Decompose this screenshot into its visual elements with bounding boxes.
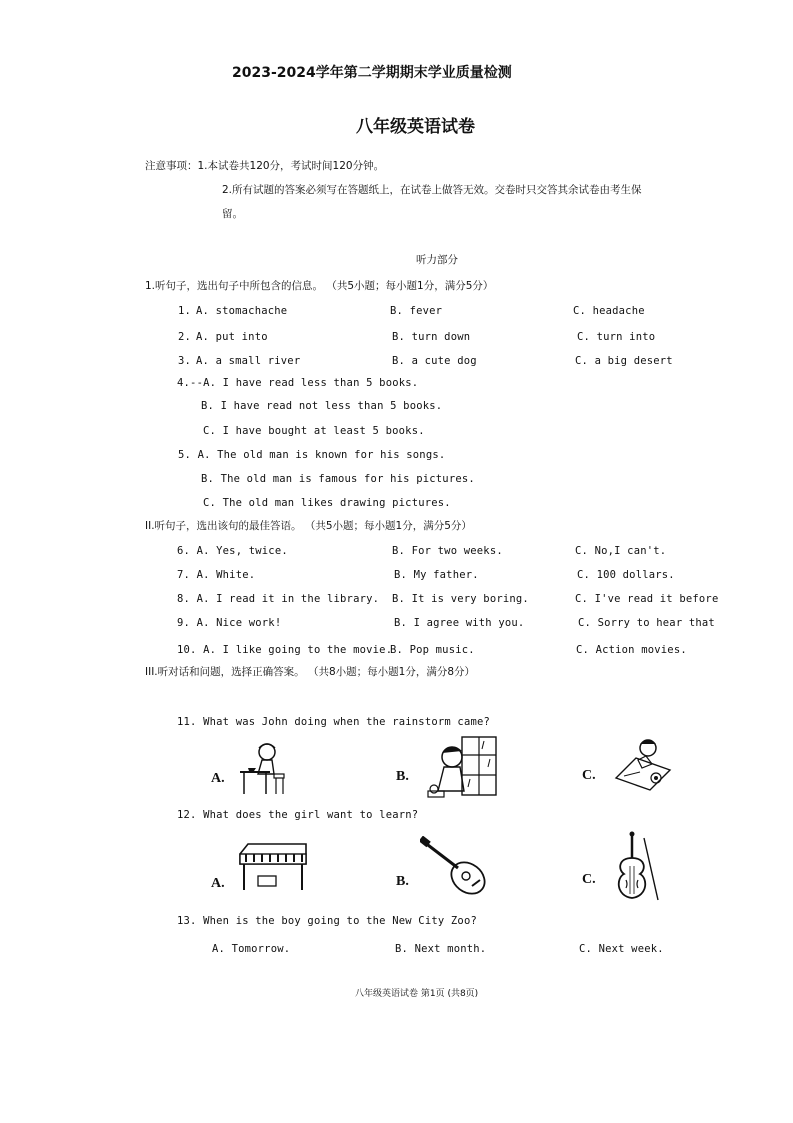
q13-option-c: C. Next week.	[579, 943, 664, 955]
q7-option-b: B. My father.	[394, 569, 479, 581]
exam-subtitle: 八年级英语试卷	[356, 117, 475, 137]
q3-option-b: B. a cute dog	[392, 355, 477, 367]
q3-option-a: A. a small river	[196, 355, 301, 367]
q11-label-c: C.	[582, 768, 596, 783]
q8-option-a: 8. A. I read it in the library.	[177, 593, 380, 605]
q13-question: 13. When is the boy going to the New City Zoo?	[177, 915, 477, 927]
q10-option-c: C. Action movies.	[576, 644, 687, 656]
q1-option-b: B. fever	[390, 305, 443, 317]
q4-option-b: B. I have read not less than 5 books.	[201, 400, 443, 412]
q9-option-a: 9. A. Nice work!	[177, 617, 282, 629]
q10-option-a: 10. A. I like going to the movie.	[177, 644, 393, 656]
violin-picture	[610, 830, 662, 902]
listening-heading: 听力部分	[416, 254, 458, 266]
q8-option-b: B. It is very boring.	[392, 593, 529, 605]
q11-label-a: A.	[211, 771, 225, 786]
q11-question: 11. What was John doing when the rainstorm came?	[177, 716, 491, 728]
q1-num: 1.	[178, 305, 192, 317]
boy-at-window-picture	[424, 735, 498, 799]
q6-option-a: 6. A. Yes, twice.	[177, 545, 288, 557]
q11-label-b: B.	[396, 769, 409, 784]
q7-option-c: C. 100 dollars.	[577, 569, 675, 581]
notes-line-3: 留。	[222, 208, 243, 220]
q1-option-a: A. stomachache	[196, 305, 288, 317]
piano-picture	[236, 840, 308, 892]
q13-option-b: B. Next month.	[395, 943, 487, 955]
q12-question: 12. What does the girl want to learn?	[177, 809, 419, 821]
section-3-heading: III.听对话和问题，选择正确答案。 （共8小题；每小题1分，满分8分）	[145, 666, 476, 678]
q5-option-b: B. The old man is famous for his pictures.	[201, 473, 475, 485]
q2-num: 2.	[178, 331, 192, 343]
q12-label-b: B.	[396, 874, 409, 889]
q13-option-a: A. Tomorrow.	[212, 943, 291, 955]
guitar-picture	[420, 836, 492, 898]
notes-line-1: 注意事项：1.本试卷共120分，考试时间120分钟。	[145, 160, 385, 172]
q3-num: 3.	[178, 355, 192, 367]
q4-option-a: 4.--A. I have read less than 5 books.	[177, 377, 419, 389]
q12-label-c: C.	[582, 872, 596, 887]
boy-studying-at-desk-picture	[230, 738, 292, 796]
section-1-heading: 1.听句子，选出句子中所包含的信息。 （共5小题；每小题1分，满分5分）	[145, 280, 494, 292]
q6-option-b: B. For two weeks.	[392, 545, 503, 557]
q9-option-b: B. I agree with you.	[394, 617, 525, 629]
boy-drawing-picture	[612, 736, 674, 792]
q7-option-a: 7. A. White.	[177, 569, 256, 581]
q5-option-a: 5. A. The old man is known for his songs.	[178, 449, 446, 461]
q4-option-c: C. I have bought at least 5 books.	[203, 425, 425, 437]
q9-option-c: C. Sorry to hear that	[578, 617, 715, 629]
q6-option-c: C. No,I can't.	[575, 545, 667, 557]
q12-label-a: A.	[211, 876, 225, 891]
section-2-heading: II.听句子，选出该句的最佳答语。 （共5小题；每小题1分，满分5分）	[145, 520, 472, 532]
exam-title: 2023-2024学年第二学期期末学业质量检测	[232, 65, 512, 81]
q10-option-b: B. Pop music.	[390, 644, 475, 656]
q2-option-c: C. turn into	[577, 331, 656, 343]
page-footer: 八年级英语试卷 第1页 (共8页)	[355, 989, 479, 999]
q5-option-c: C. The old man likes drawing pictures.	[203, 497, 451, 509]
q3-option-c: C. a big desert	[575, 355, 673, 367]
notes-line-2: 2.所有试题的答案必须写在答题纸上，在试卷上做答无效。交卷时只交答其余试卷由考生保	[222, 184, 642, 196]
q2-option-b: B. turn down	[392, 331, 471, 343]
q8-option-c: C. I've read it before	[575, 593, 719, 605]
q2-option-a: A. put into	[196, 331, 268, 343]
q1-option-c: C. headache	[573, 305, 645, 317]
